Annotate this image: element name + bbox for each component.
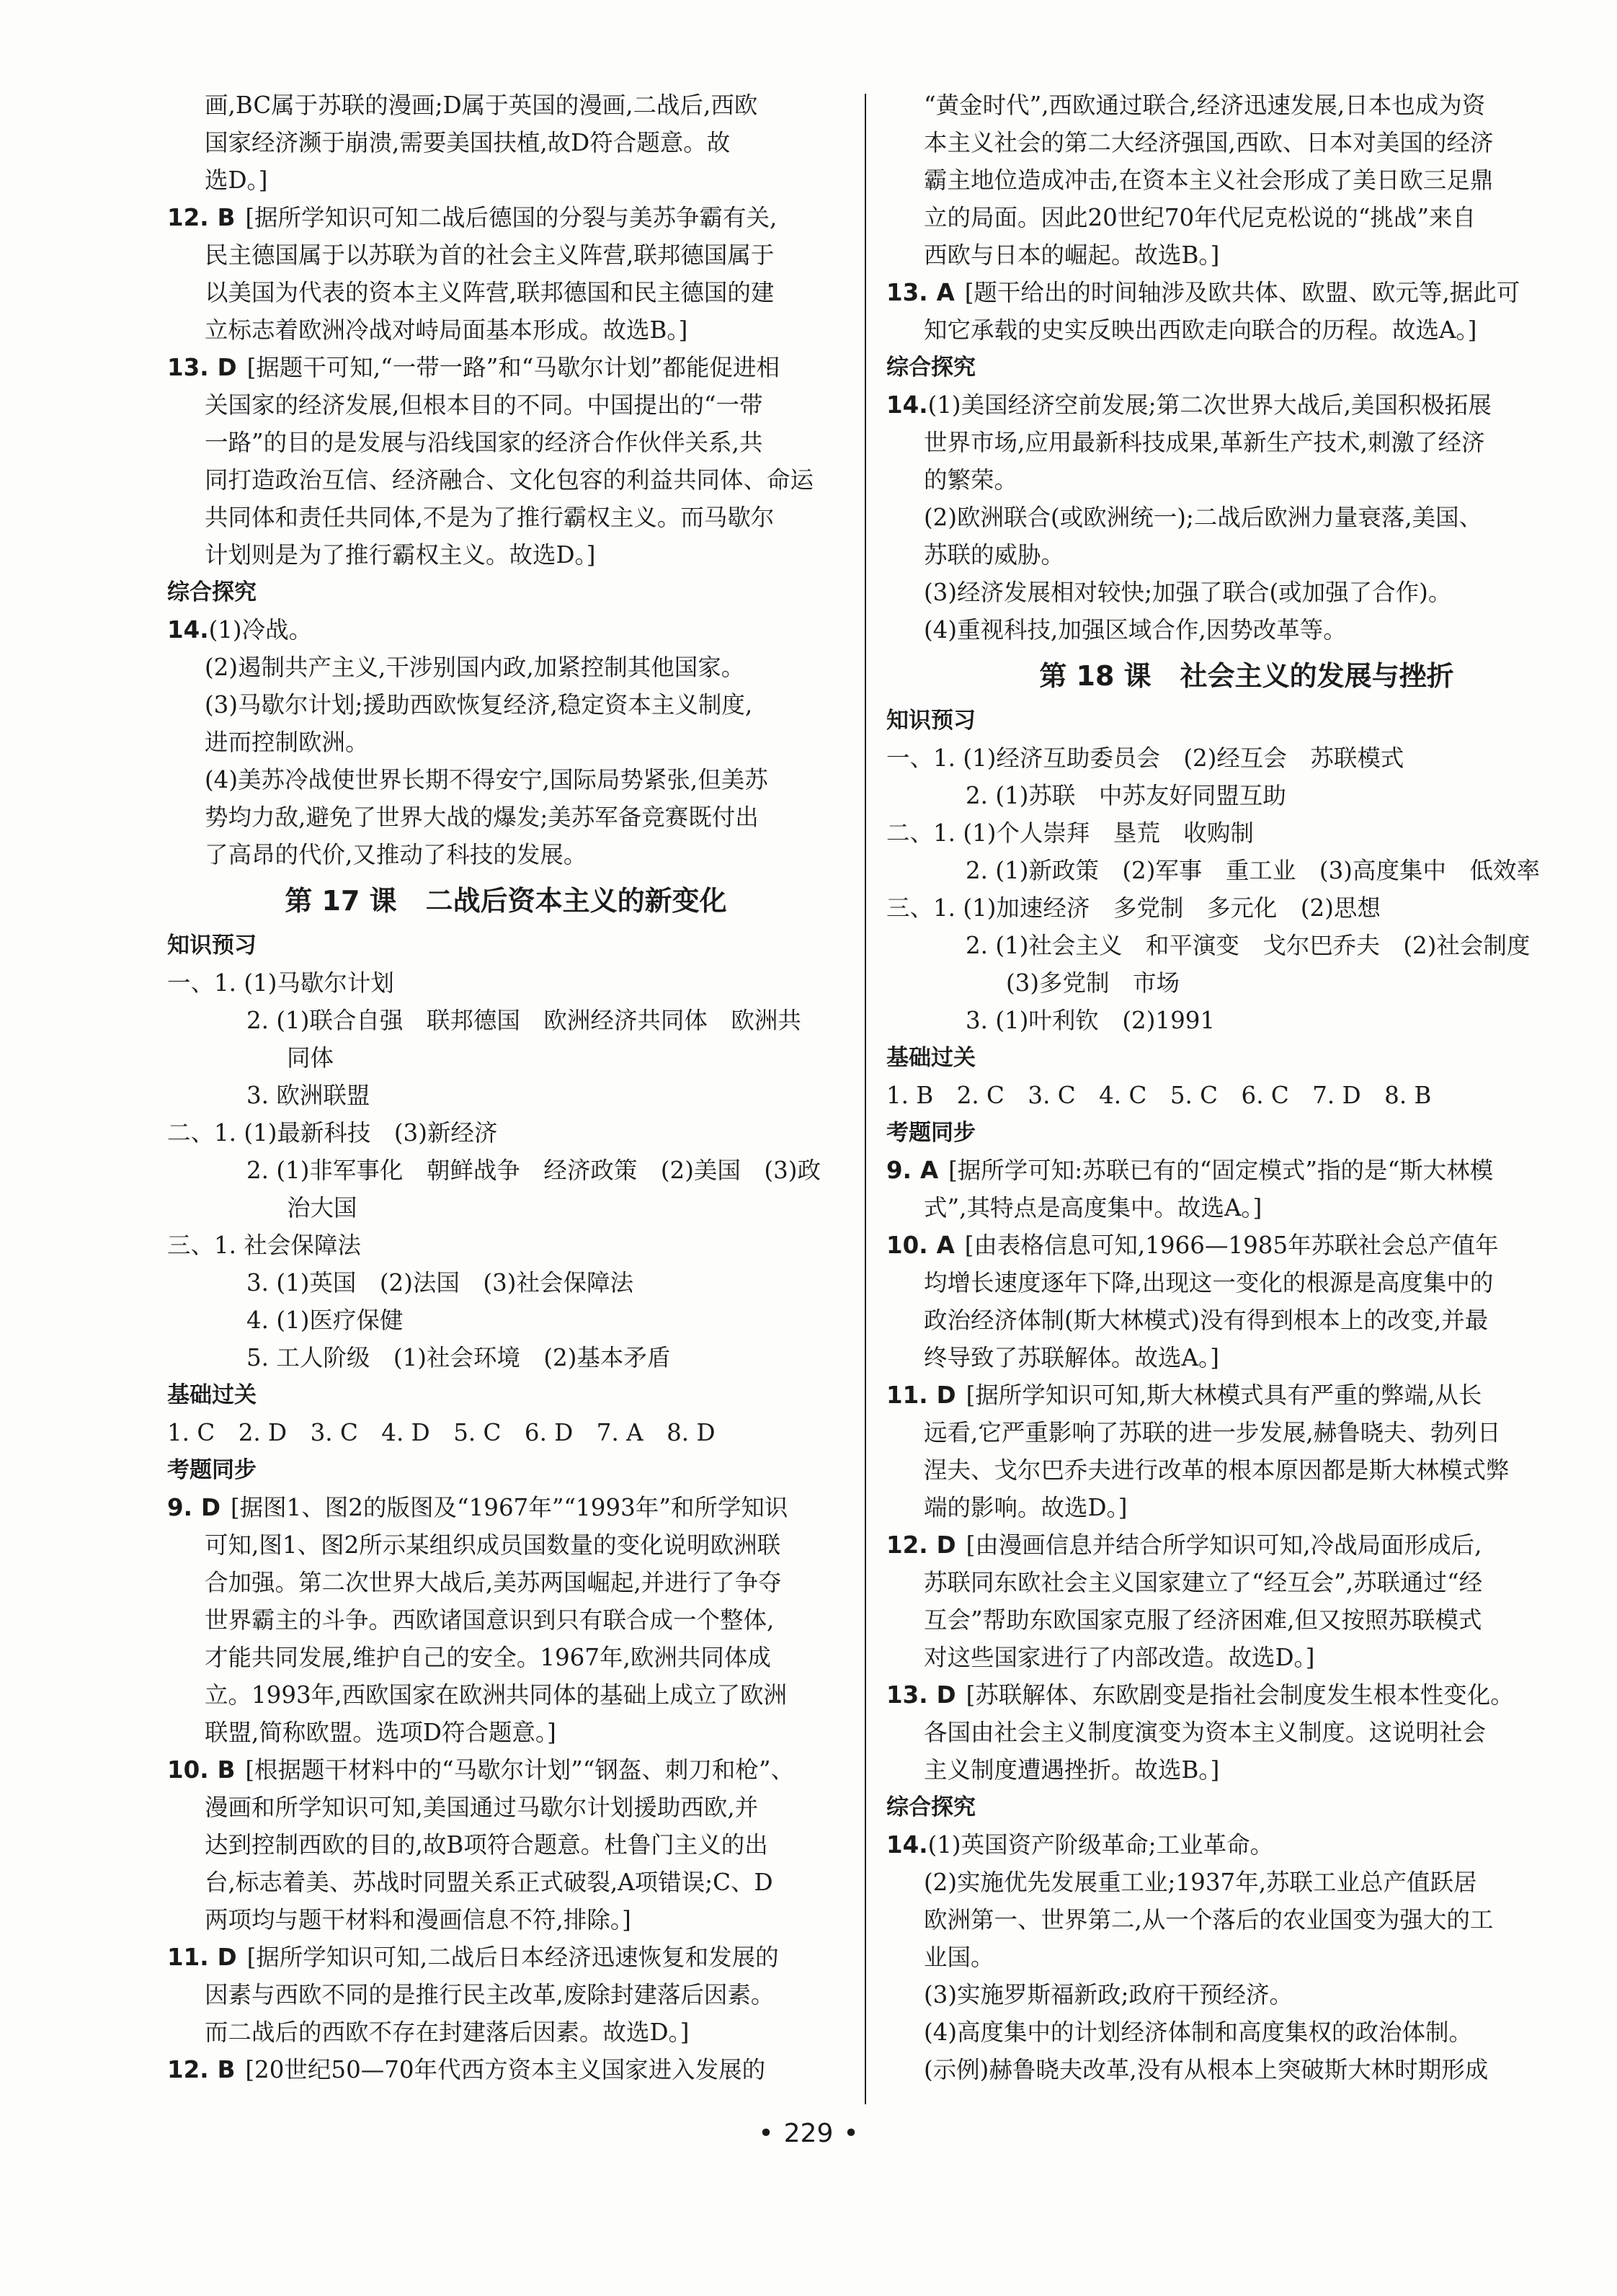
- question-text: [苏联解体、东欧剧变是指社会制度发生根本性变化。: [966, 1681, 1514, 1709]
- question-first-line: [167, 1489, 845, 1526]
- preview-line: 2. (1)社会主义 和平演变 戈尔巴乔夫 (2)社会制度: [966, 932, 1531, 959]
- basic-answers: 1. C 2. D 3. C 4. D 5. C 6. D 7. A 8. D: [167, 1419, 716, 1446]
- preview-line: 一、1. (1)马歇尔计划: [167, 969, 394, 997]
- question-text: [据所学可知:苏联已有的“固定模式”指的是“斯大林模: [948, 1157, 1494, 1184]
- answer-letter: D: [200, 1494, 220, 1521]
- question-continuation: 可知,图1、图2所示某组织成员国数量的变化说明欧洲联: [205, 1531, 781, 1559]
- question-first-line: [886, 1376, 1607, 1414]
- question-text: [由漫画信息并结合所学知识可知,冷战局面形成后,: [966, 1531, 1482, 1559]
- question-continuation: 各国由社会主义制度演变为资本主义制度。这说明社会: [924, 1719, 1487, 1746]
- question-number: 11.: [886, 1381, 928, 1409]
- answer-letter: B: [217, 1756, 236, 1784]
- preview-line: 二、1. (1)个人崇拜 垦荒 收购制: [886, 819, 1254, 847]
- basic-answers: 1. B 2. C 3. C 4. C 5. C 6. C 7. D 8. B: [886, 1082, 1432, 1109]
- question-text: [由表格信息可知,1966—1985年苏联社会总产值年: [964, 1232, 1499, 1259]
- question-continuation: 主义制度遭遇挫折。故选B。]: [924, 1756, 1220, 1784]
- preview-line: 2. (1)非军事化 朝鲜战争 经济政策 (2)美国 (3)政: [246, 1157, 821, 1184]
- lesson-label: 第 18 课: [1039, 660, 1152, 692]
- question-number: 14.: [167, 616, 209, 644]
- question-continuation: (3)实施罗斯福新政;政府干预经济。: [924, 1981, 1293, 2008]
- question-continuation: 端的影响。故选D。]: [924, 1494, 1128, 1521]
- preview-line: 2. (1)联合自强 联邦德国 欧洲经济共同体 欧洲共: [246, 1007, 801, 1034]
- section-heading: 考题同步: [167, 1457, 257, 1483]
- question-continuation: 苏联的威胁。: [924, 541, 1065, 569]
- question-continuation: 均增长速度逐年下降,出现这一变化的根源是高度集中的: [924, 1269, 1494, 1296]
- question-continuation: 远看,它严重影响了苏联的进一步发展,赫鲁晓夫、勃列日: [924, 1419, 1501, 1446]
- column-divider: [865, 94, 866, 2104]
- answer-letter: D: [217, 354, 237, 381]
- question-continuation: 业国。: [924, 1944, 994, 1971]
- question-number: 10.: [886, 1232, 928, 1259]
- question-continuation: 式”,其特点是高度集中。故选A。]: [924, 1194, 1262, 1222]
- preview-line: 3. (1)叶利钦 (2)1991: [966, 1007, 1216, 1034]
- question-text: (1)美国经济空前发展;第二次世界大战后,美国积极拓展: [927, 391, 1492, 419]
- question-number: 14.: [886, 391, 928, 419]
- question-continuation: 世界霸主的斗争。西欧诸国意识到只有联合成一个整体,: [205, 1606, 775, 1634]
- question-text: [题干给出的时间轴涉及欧共体、欧盟、欧元等,据此可: [964, 279, 1520, 306]
- question-continuation: (4)美苏冷战使世界长期不得安宁,国际局势紧张,但美苏: [205, 766, 768, 793]
- question-continuation: 合加强。第二次世界大战后,美苏两国崛起,并进行了争夺: [205, 1569, 782, 1596]
- question-continuation: 了高昂的代价,又推动了科技的发展。: [205, 841, 587, 868]
- preview-line: 二、1. (1)最新科技 (3)新经济: [167, 1119, 498, 1147]
- question-continuation: 关国家的经济发展,但根本目的不同。中国提出的“一带: [205, 391, 763, 419]
- preview-line: 治大国: [287, 1194, 357, 1222]
- section-heading: 知识预习: [886, 708, 976, 734]
- question-continuation: 对这些国家进行了内部改造。故选D。]: [924, 1644, 1315, 1671]
- lesson-name: 二战后资本主义的新变化: [425, 885, 727, 917]
- question-first-line: [886, 1676, 1607, 1714]
- section-heading: 基础过关: [167, 1382, 257, 1408]
- question-continuation: (3)马歇尔计划;援助西欧恢复经济,稳定资本主义制度,: [205, 691, 753, 718]
- question-first-line: [167, 611, 845, 649]
- section-heading: 综合探究: [167, 579, 257, 605]
- lesson-name: 社会主义的发展与挫折: [1180, 660, 1454, 692]
- question-number: 13.: [886, 279, 928, 306]
- question-text: [20世纪50—70年代西方资本主义国家进入发展的: [245, 2056, 766, 2083]
- answer-letter: A: [936, 279, 955, 306]
- question-continuation: 苏联同东欧社会主义国家建立了“经互会”,苏联通过“经: [924, 1569, 1483, 1596]
- question-text: [据图1、图2的版图及“1967年”“1993年”和所学知识: [230, 1494, 788, 1521]
- question-continuation: 一路”的目的是发展与沿线国家的经济合作伙伴关系,共: [205, 429, 763, 456]
- question-continuation: 台,标志着美、苏战时同盟关系正式破裂,A项错误;C、D: [205, 1869, 773, 1896]
- question-continuation: 涅夫、戈尔巴乔夫进行改革的根本原因都是斯大林模式弊: [924, 1456, 1510, 1484]
- answer-letter: D: [936, 1681, 956, 1709]
- question-first-line: [886, 1826, 1607, 1864]
- question-continuation: 终导致了苏联解体。故选A。]: [924, 1344, 1219, 1371]
- question-continuation: 立的局面。因此20世纪70年代尼克松说的“挑战”来自: [924, 204, 1476, 231]
- preview-line: 同体: [287, 1044, 334, 1072]
- question-continuation: 欧洲第一、世界第二,从一个落后的农业国变为强大的工: [924, 1906, 1494, 1934]
- lesson-label: 第 17 课: [285, 885, 397, 917]
- lesson-title: [886, 654, 1607, 698]
- preview-line: 一、1. (1)经济互助委员会 (2)经互会 苏联模式: [886, 744, 1404, 772]
- question-continuation: 同打造政治互信、经济融合、文化包容的利益共同体、命运: [205, 466, 814, 494]
- question-continuation: (4)重视科技,加强区域合作,因势改革等。: [924, 616, 1347, 644]
- question-number: 10.: [167, 1756, 209, 1784]
- preview-line: (3)多党制 市场: [1006, 969, 1180, 997]
- question-continuation: 才能共同发展,维护自己的安全。1967年,欧洲共同体成: [205, 1644, 771, 1671]
- question-text: [据所学知识可知,斯大林模式具有严重的弊端,从长: [966, 1381, 1482, 1409]
- question-number: 9.: [167, 1494, 192, 1521]
- answer-letter: B: [217, 204, 236, 231]
- question-first-line: [167, 349, 845, 386]
- right-column: [886, 86, 1607, 2088]
- question-continuation: 世界市场,应用最新科技成果,革新生产技术,刺激了经济: [924, 429, 1485, 456]
- left-column: [167, 86, 845, 2088]
- question-continuation: 联盟,简称欧盟。选项D符合题意。]: [205, 1719, 556, 1746]
- question-continuation: (2)欧洲联合(或欧洲统一);二战后欧洲力量衰落,美国、: [924, 504, 1483, 531]
- answer-letter: A: [919, 1157, 939, 1184]
- question-continuation: 漫画和所学知识可知,美国通过马歇尔计划援助西欧,并: [205, 1794, 759, 1821]
- question-continuation: 本主义社会的第二大经济强国,西欧、日本对美国的经济: [924, 129, 1494, 156]
- question-number: 12.: [886, 1531, 928, 1559]
- question-first-line: [167, 1751, 845, 1789]
- question-first-line: [167, 199, 845, 236]
- question-continuation: 西欧与日本的崛起。故选B。]: [924, 241, 1220, 269]
- question-number: 12.: [167, 204, 209, 231]
- question-text: (1)冷战。: [208, 616, 313, 644]
- page-number: • 229 •: [758, 2119, 859, 2148]
- question-text: [根据题干材料中的“马歇尔计划”“钢盔、刺刀和枪”、: [245, 1756, 794, 1784]
- question-first-line: [886, 386, 1607, 424]
- question-first-line: [167, 1939, 845, 1976]
- question-first-line: [886, 1526, 1607, 1564]
- question-continuation: 进而控制欧洲。: [205, 729, 369, 756]
- question-first-line: [886, 1152, 1607, 1189]
- question-continuation: 政治经济体制(斯大林模式)没有得到根本上的改变,并最: [924, 1307, 1489, 1334]
- question-continuation: 因素与西欧不同的是推行民主改革,废除封建落后因素。: [205, 1981, 775, 2008]
- question-continuation: 立标志着欧洲冷战对峙局面基本形成。故选B。]: [205, 316, 688, 344]
- question-text: [据题干可知,“一带一路”和“马歇尔计划”都能促进相: [246, 354, 780, 381]
- question-continuation: (示例)赫鲁晓夫改革,没有从根本上突破斯大林时期形成: [924, 2056, 1489, 2083]
- question-continuation: 国家经济濒于崩溃,需要美国扶植,故D符合题意。故: [205, 129, 731, 156]
- question-number: 9.: [886, 1157, 912, 1184]
- question-continuation: (2)遏制共产主义,干涉别国内政,加紧控制其他国家。: [205, 654, 745, 681]
- question-continuation: 立。1993年,西欧国家在欧洲共同体的基础上成立了欧洲: [205, 1681, 788, 1709]
- question-continuation: 知它承载的史实反映出西欧走向联合的历程。故选A。]: [924, 316, 1477, 344]
- question-continuation: 霸主地位造成冲击,在资本主义社会形成了美日欧三足鼎: [924, 166, 1494, 194]
- question-continuation: (4)高度集中的计划经济体制和高度集权的政治体制。: [924, 2019, 1473, 2046]
- answer-letter: A: [936, 1232, 955, 1259]
- question-number: 13.: [167, 354, 209, 381]
- question-number: 12.: [167, 2056, 209, 2083]
- question-number: 13.: [886, 1681, 928, 1709]
- question-number: 14.: [886, 1831, 928, 1859]
- answer-letter: D: [936, 1381, 956, 1409]
- question-continuation: 以美国为代表的资本主义阵营,联邦德国和民主德国的建: [205, 279, 775, 306]
- preview-line: 三、1. 社会保障法: [167, 1232, 361, 1259]
- preview-line: 4. (1)医疗保健: [246, 1307, 404, 1334]
- preview-line: 5. 工人阶级 (1)社会环境 (2)基本矛盾: [246, 1344, 671, 1371]
- preview-line: 3. (1)英国 (2)法国 (3)社会保障法: [246, 1269, 633, 1296]
- page-number-value: 229: [783, 2119, 834, 2148]
- question-continuation: 而二战后的西欧不存在封建落后因素。故选D。]: [205, 2019, 690, 2046]
- preview-line: 3. 欧洲联盟: [246, 1082, 370, 1109]
- question-continuation: “黄金时代”,西欧通过联合,经济迅速发展,日本也成为资: [924, 92, 1486, 119]
- section-heading: 考题同步: [886, 1120, 976, 1146]
- question-continuation: (3)经济发展相对较快;加强了联合(或加强了合作)。: [924, 579, 1452, 606]
- question-continuation: (2)实施优先发展重工业;1937年,苏联工业总产值跃居: [924, 1869, 1477, 1896]
- question-number: 11.: [167, 1944, 209, 1971]
- preview-line: 三、1. (1)加速经济 多党制 多元化 (2)思想: [886, 894, 1381, 922]
- lesson-title: [167, 879, 845, 922]
- answer-letter: D: [217, 1944, 237, 1971]
- question-continuation: 民主德国属于以苏联为首的社会主义阵营,联邦德国属于: [205, 241, 775, 269]
- section-heading: 综合探究: [886, 355, 976, 381]
- answer-letter: B: [217, 2056, 236, 2083]
- question-continuation: 画,BC属于苏联的漫画;D属于英国的漫画,二战后,西欧: [205, 92, 758, 119]
- question-first-line: [886, 274, 1607, 311]
- section-heading: 基础过关: [886, 1045, 976, 1071]
- question-continuation: 计划则是为了推行霸权主义。故选D。]: [205, 541, 596, 569]
- question-continuation: 共同体和责任共同体,不是为了推行霸权主义。而马歇尔: [205, 504, 775, 531]
- question-continuation: 势均力敌,避免了世界大战的爆发;美苏军备竞赛既付出: [205, 804, 759, 831]
- preview-line: 2. (1)新政策 (2)军事 重工业 (3)高度集中 低效率: [966, 857, 1540, 884]
- question-continuation: 达到控制西欧的目的,故B项符合题意。杜鲁门主义的出: [205, 1831, 768, 1859]
- question-text: [据所学知识可知,二战后日本经济迅速恢复和发展的: [246, 1944, 779, 1971]
- question-continuation: 的繁荣。: [924, 466, 1018, 494]
- answer-letter: D: [936, 1531, 956, 1559]
- section-heading: 知识预习: [167, 933, 257, 958]
- question-first-line: [886, 1227, 1607, 1264]
- section-heading: 综合探究: [886, 1794, 976, 1820]
- question-text: [据所学知识可知二战后德国的分裂与美苏争霸有关,: [245, 204, 778, 231]
- question-continuation: 互会”帮助东欧国家克服了经济困难,但又按照苏联模式: [924, 1606, 1482, 1634]
- preview-line: 2. (1)苏联 中苏友好同盟互助: [966, 782, 1286, 809]
- question-continuation: 两项均与题干材料和漫画信息不符,排除。]: [205, 1906, 631, 1934]
- question-continuation: 选D。]: [205, 166, 268, 194]
- question-first-line: [167, 2051, 845, 2088]
- question-text: (1)英国资产阶级革命;工业革命。: [927, 1831, 1274, 1859]
